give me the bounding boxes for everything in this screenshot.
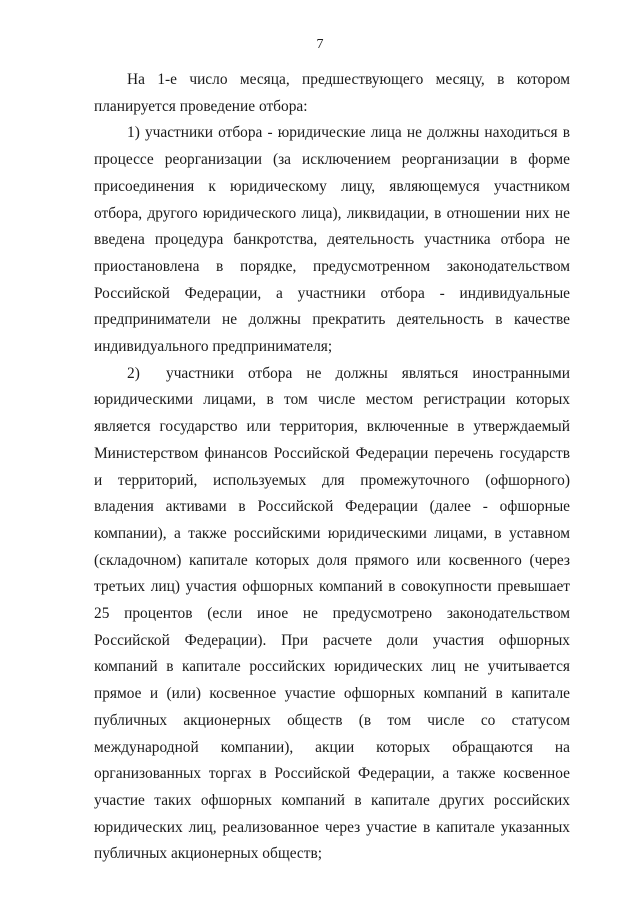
intro-paragraph: На 1-е число месяца, предшествующего месяцу, в котором планируется проведение отбора:	[94, 71, 570, 115]
item-1-paragraph: 1) участники отбора - юридические лица не должны находиться в процессе реорганизации (за исключением реорганизации в форме присоединения к юридическому лицу, являющемуся участником отбора, другого юридического лица), ликвидации, в отношении них не введена процедура банкротства, деятельность участника отбора не приостановлена в порядке, предусмотренном законодательством Российской Федерации, а участники отбора - индивидуальные предприниматели не должны прекратить деятельность в качестве индивидуального предпринимателя;	[94, 124, 570, 356]
document-body	[94, 67, 570, 868]
page-number: 7	[316, 37, 324, 52]
item-2-paragraph	[94, 361, 570, 868]
item-2-text: участники отбора не должны являться иностранными юридическими лицами, в том числе местом регистрации которых является государство или территория, включенные в утверждаемый Министерством финансов Российской Федерации перечень государств и территорий, используемых для промежуточного (офшорного) владения активами в Российской Федерации (далее - офшорные компании), а также российскими юридическими лицами, в уставном (складочном) капитале которых доля прямого или косвенного (через третьих лиц) участия офшорных компаний в совокупности превышает 25 процентов (если иное не предусмотрено законодательством Российской Федерации). При расчете доли участия офшорных компаний в капитале российских юридических лиц не учитывается прямое и (или) косвенное участие офшорных компаний в капитале публичных акционерных обществ (в том числе со статусом международной компании), акции которых обращаются на организованных торгах в Российской Федерации, а также косвенное участие таких офшорных компаний в капитале других российских юридических лиц, реализованное через участие в капитале указанных публичных акционерных обществ;	[94, 364, 570, 863]
item-2-number: 2)	[127, 364, 140, 382]
